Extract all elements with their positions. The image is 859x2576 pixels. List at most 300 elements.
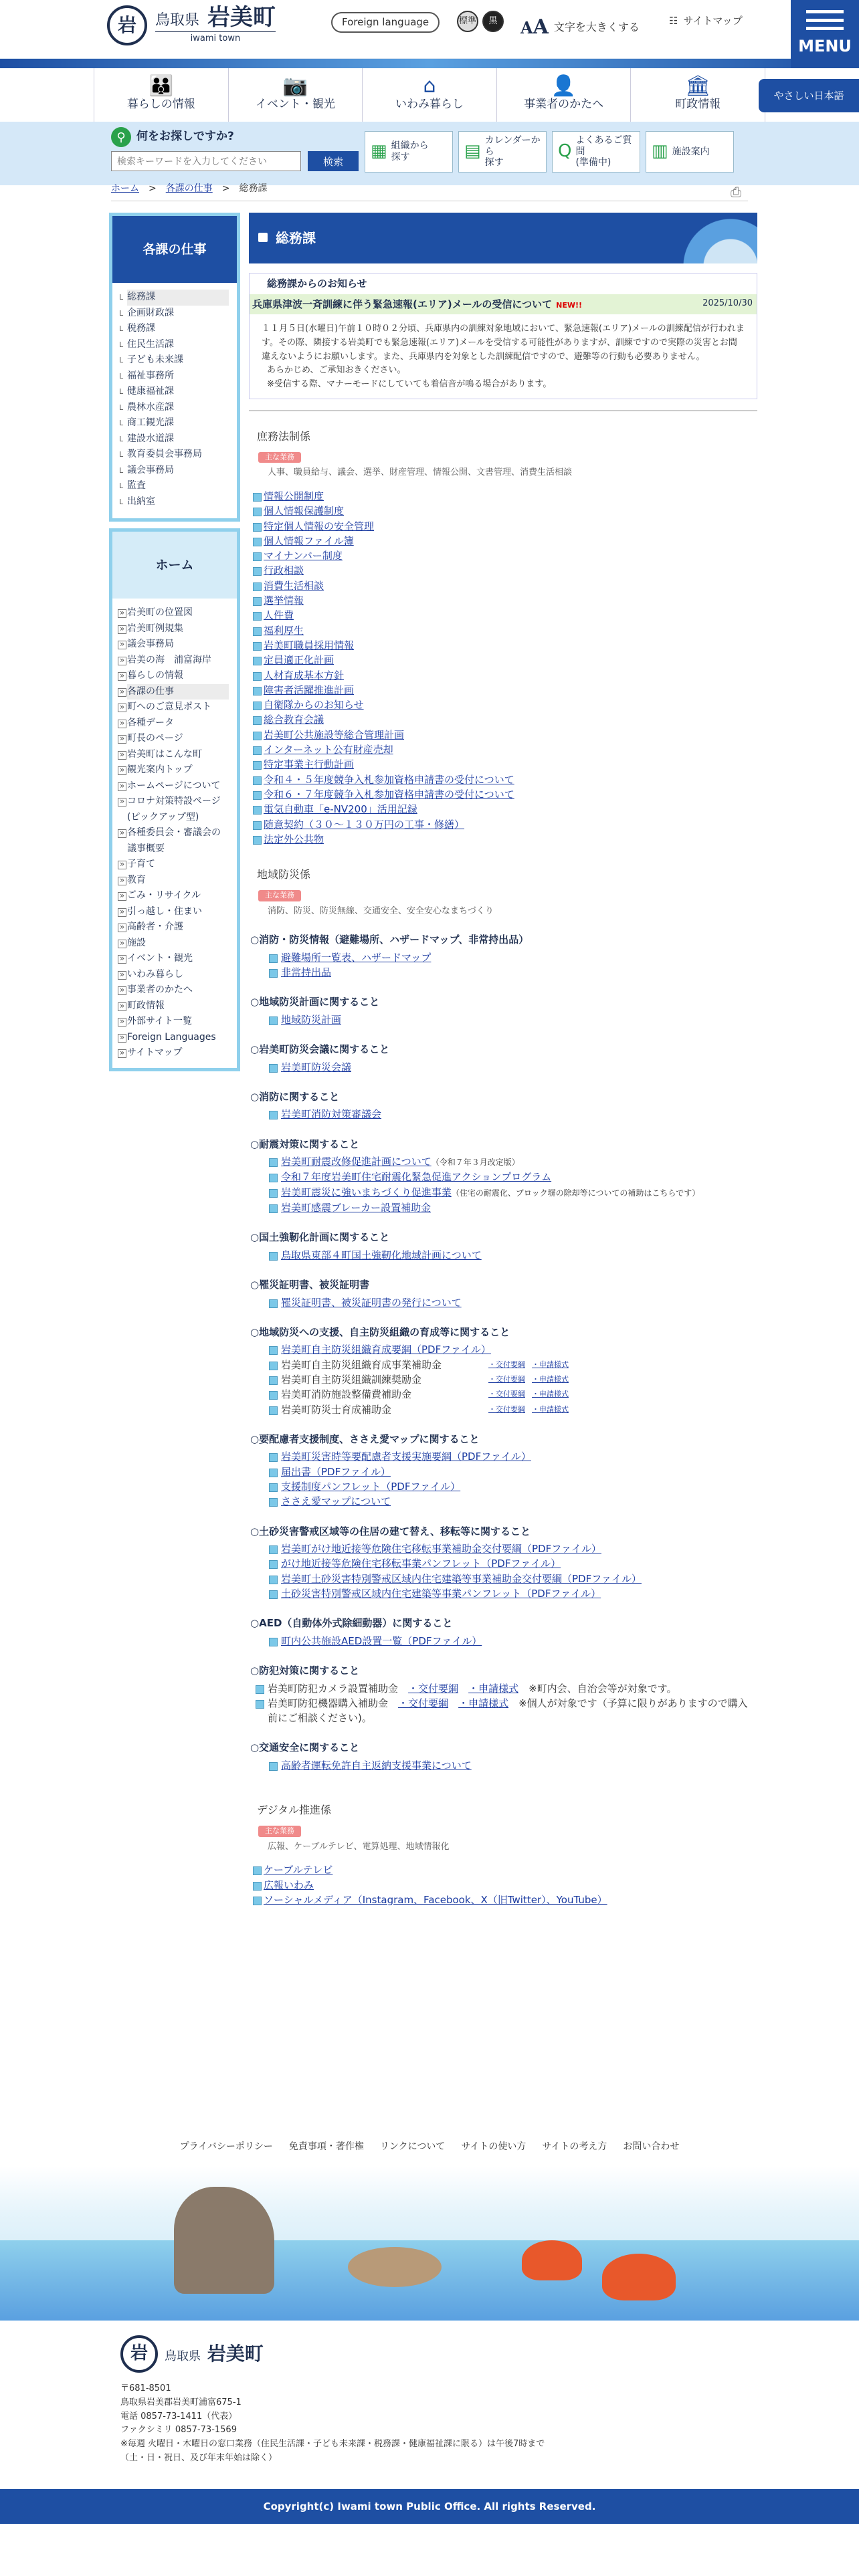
qa-icon: Q (558, 141, 572, 162)
breadcrumb-separator: > (221, 183, 230, 194)
list-item (252, 593, 757, 608)
sitemap-icon: ☷ (669, 15, 678, 27)
list-item (269, 1170, 757, 1184)
nav-business[interactable] (496, 68, 631, 122)
link-note: （令和７年３月改定版） (431, 1158, 520, 1168)
qbtn-line1: カレンダーから (484, 134, 541, 157)
notice-paragraph: ※受信する際、マナーモードにしていても着信音が鳴る場合があります。 (267, 379, 552, 390)
sidebar-item[interactable]: » 高齢者・介護 (127, 920, 229, 936)
sidebar-item[interactable]: » 各種データ (127, 716, 229, 732)
main-duties-tag: 主な業務 (258, 1826, 301, 1837)
sitemap-link[interactable] (669, 13, 743, 29)
building-icon: 🏛 (685, 74, 711, 98)
notice-body (250, 314, 757, 399)
list-item (269, 1060, 757, 1075)
wave-decoration-icon (650, 213, 757, 263)
subsection-title: ○ 耐震対策に関すること (250, 1137, 757, 1152)
subsection-links (269, 1107, 757, 1121)
list-item (269, 1634, 757, 1648)
search-by-organization-button[interactable] (365, 131, 453, 173)
link[interactable]: 避難場所一覧表、ハザードマップ (281, 951, 432, 964)
link[interactable]: 福利厚生 (264, 624, 304, 637)
section-desc-general: 人事、職員給与、議会、選挙、財産管理、情報公開、文書管理、消費生活相談 (268, 467, 573, 478)
crab-illustration (522, 2240, 582, 2280)
subsection-title: ○ AED（自動体外式除細動器）に関すること (250, 1616, 757, 1631)
link[interactable]: 令和７年度岩美町住宅耐震化緊急促進アクションプログラム (281, 1171, 552, 1184)
site-header (0, 0, 859, 59)
color-black-button[interactable]: 黒 (482, 11, 504, 32)
footer-link[interactable]: サイトの考え方 (542, 2141, 607, 2152)
application-form-link[interactable]: ・申請様式 (532, 1404, 569, 1414)
link[interactable]: 岩美町職員採用情報 (264, 639, 355, 651)
list-item (252, 534, 757, 548)
list-item (269, 1012, 757, 1027)
link[interactable]: 土砂災害特別警戒区域内住宅建築等事業パンフレット（PDFファイル） (281, 1587, 601, 1600)
list-item (269, 1586, 757, 1601)
rock-illustration (174, 2187, 274, 2294)
sidebar-item[interactable]: L 出納室 (127, 494, 229, 510)
sidebar-item[interactable]: » 暮らしの情報 (127, 668, 229, 684)
sitemap-label: サイトマップ (683, 15, 743, 27)
general-links (252, 489, 757, 847)
link[interactable]: 岩美町震災に強いまちづくり促進事業 (281, 1186, 452, 1198)
subsection-title: ○ 消防・防災情報（避難場所、ハザードマップ、非常持出品） (250, 932, 757, 948)
list-item (252, 489, 757, 504)
sidebar-item[interactable]: » 議会事務局 (127, 637, 229, 653)
link[interactable]: 特定個人情報の安全管理 (264, 520, 375, 532)
link[interactable]: がけ地近接等危険住宅移転事業パンフレット（PDFファイル） (281, 1558, 561, 1570)
link[interactable]: 随意契約（３０～１３０万円の工事・修繕） (264, 818, 465, 831)
link[interactable]: 鳥取県東部４町国土強靭化地域計画について (281, 1249, 482, 1261)
sidebar-item[interactable]: » 岩美町の位置図 (127, 605, 229, 621)
item-name: 岩美町消防施設整備費補助金 (281, 1388, 412, 1401)
list-item (269, 1479, 757, 1494)
home-icon: ⌂ (423, 74, 436, 98)
list-item (252, 1878, 757, 1893)
notice-paragraph: あらかじめ、ご承知おきください。 (267, 365, 406, 376)
subsection-links (269, 1012, 757, 1027)
sidebar-item[interactable]: » 事業者のかたへ (127, 982, 229, 998)
link[interactable]: 令和６・７年度競争入札参加資格申請書の受付について (264, 788, 514, 800)
qbtn-line2: 探す (484, 157, 504, 169)
application-form-link[interactable]: ・申請様式 (458, 1697, 509, 1709)
list-item (269, 1200, 757, 1215)
footer-logo (120, 2335, 545, 2373)
easy-japanese-button[interactable]: やさしい日本語 (759, 79, 859, 112)
subsection-links (269, 1295, 757, 1310)
search-question (111, 127, 234, 147)
list-item (252, 817, 757, 832)
item-note: ※個人が対象です（予算に限りがありますので購入前にご相談ください)。 (268, 1697, 748, 1725)
sidebar-item[interactable]: L 子ども未来課 (127, 352, 229, 368)
nav-iwami-life[interactable] (362, 68, 496, 122)
quick-search-buttons (365, 131, 734, 173)
link[interactable]: 法定外公共物 (264, 833, 324, 845)
sidebar-item[interactable]: » ごみ・リサイクル (127, 888, 229, 904)
footer-hours-note: （土・日・祝日、及び年末年始は除く） (120, 2452, 278, 2463)
link[interactable]: 消費生活相談 (264, 579, 324, 592)
section-title-digital: デジタル推進係 (257, 1804, 332, 1817)
breadcrumb-separator: > (149, 183, 157, 194)
link[interactable]: 電気自動車「e-NV200」活用記録 (264, 803, 417, 816)
subsection-links (269, 1060, 757, 1075)
sidebar-item[interactable]: L 住民生活課 (127, 337, 229, 353)
magnifier-icon: ⚲ (111, 127, 131, 147)
item-name: 岩美町自主防災組織育成事業補助金 (281, 1358, 442, 1371)
subsection-links (269, 950, 757, 980)
footer-link[interactable]: 免責事項・著作権 (288, 2141, 364, 2152)
subsection-links (269, 1342, 757, 1416)
list-item (269, 1358, 757, 1372)
link[interactable]: 選挙情報 (264, 595, 304, 607)
list-item (269, 1402, 757, 1417)
copyright: Copyright(c) Iwami town Public Office. All rights Reserved. (0, 2489, 859, 2524)
sidebar-item[interactable]: L 建設水道課 (127, 431, 229, 447)
subsection-title: ○ 地域防災への支援、自主防災組織の育成等に関すること (250, 1325, 757, 1340)
item-name: 岩美町防犯機器購入補助金 (268, 1697, 389, 1709)
camera-icon: 📷 (282, 74, 308, 98)
link[interactable]: 特定事業主行動計画 (264, 758, 355, 771)
sidebar-departments-title: 各課の仕事 (112, 216, 237, 283)
list-item (256, 1681, 757, 1696)
main-duties-tag: 主な業務 (258, 452, 301, 463)
sidebar-item[interactable]: » コロナ対策特設ページ(ピックアップ型) (127, 794, 229, 825)
list-item (269, 1572, 757, 1586)
subsection-links (256, 1681, 757, 1726)
link[interactable]: 町内公共施設AED設置一覧（PDFファイル） (281, 1634, 482, 1647)
link[interactable]: 届出書（PDFファイル） (281, 1465, 391, 1478)
list-item (252, 1862, 757, 1877)
faq-button[interactable] (552, 131, 640, 173)
qbtn-line1: よくあるご質問 (575, 134, 632, 157)
section-desc-disaster: 消防、防災、防災無線、交通安全、安全安心なまちづくり (268, 905, 494, 916)
sidebar-item[interactable]: L 教育委員会事務局 (127, 447, 229, 463)
sidebar-item[interactable]: » 引っ越し・住まい (127, 904, 229, 920)
nav-label: 暮らしの情報 (126, 98, 195, 112)
footer-link[interactable]: サイトの使い方 (461, 2141, 527, 2152)
town-emblem-icon: 岩 (107, 5, 147, 45)
sidebar-item[interactable]: » いわみ暮らし (127, 967, 229, 983)
list-item (256, 1696, 757, 1726)
header-wave-strip (0, 59, 859, 68)
site-logo[interactable] (107, 5, 276, 45)
grant-guideline-link[interactable]: ・交付要綱 (488, 1374, 525, 1384)
link[interactable]: 岩美町防災会議 (281, 1061, 352, 1073)
list-item (269, 950, 757, 965)
link[interactable]: 岩美町がけ地近接等危険住宅移転事業補助金交付要綱（PDFファイル） (281, 1543, 601, 1555)
application-form-link[interactable]: ・申請様式 (532, 1360, 569, 1369)
item-name: 岩美町自主防災組織訓練奨励金 (281, 1373, 422, 1386)
logo-subtitle: iwami town (155, 31, 276, 45)
item-name: 岩美町防犯カメラ設置補助金 (268, 1682, 399, 1695)
link[interactable]: 岩美町耐震改修促進計画について (281, 1156, 432, 1168)
print-icon[interactable]: ⎙ (731, 184, 741, 200)
sidebar-item[interactable]: » イベント・観光 (127, 951, 229, 967)
grant-guideline-link[interactable]: ・交付要綱 (488, 1360, 525, 1369)
sidebar-item[interactable]: » 岩美町例規集 (127, 621, 229, 637)
link[interactable]: 定員適正化計画 (264, 654, 335, 667)
nav-events[interactable] (228, 68, 363, 122)
list-item (252, 608, 757, 623)
people-icon: 👪 (149, 74, 174, 98)
subsection-title: ○ 防犯対策に関すること (250, 1663, 757, 1679)
sidebar-item[interactable]: » 町へのご意見ポスト (127, 700, 229, 716)
main-duties-tag: 主な業務 (258, 890, 301, 901)
flounder-illustration (348, 2247, 442, 2287)
link[interactable]: 支援制度パンフレット（PDFファイル） (281, 1480, 461, 1493)
sidebar-item[interactable]: L 健康福祉課 (127, 384, 229, 400)
subsection-links (269, 1449, 757, 1509)
list-item (252, 683, 757, 697)
sidebar-item[interactable]: L 議会事務局 (127, 463, 229, 479)
list-item (269, 1107, 757, 1121)
notice-item[interactable] (250, 294, 757, 315)
grant-guideline-link[interactable]: ・交付要綱 (488, 1390, 525, 1399)
sidebar-item[interactable]: » ホームページについて (127, 778, 229, 794)
sidebar-item[interactable]: » 各種委員会・審議会の議事概要 (127, 825, 229, 857)
color-standard-button[interactable]: 標準 (457, 11, 478, 32)
section-title-disaster: 地域防災係 (257, 868, 311, 881)
link[interactable]: ソーシャルメディア（Instagram、Facebook、X（旧Twitter）、YouTube） (264, 1893, 607, 1906)
list-item (269, 1556, 757, 1571)
sidebar-home (109, 528, 240, 1071)
subsection-title: ○ 交通安全に関すること (250, 1740, 757, 1755)
nav-label: イベント・観光 (255, 98, 335, 112)
footer-links (0, 2140, 859, 2154)
digital-links (252, 1862, 757, 1907)
notice-heading: 総務課からのお知らせ (267, 278, 367, 290)
subsection-title: ○ 国土強靭化計画に関すること (250, 1230, 757, 1245)
breadcrumb-sections[interactable]: 各課の仕事 (165, 183, 213, 194)
sidebar-item[interactable]: L 総務課 (127, 290, 229, 306)
sidebar-item[interactable]: L 税務課 (127, 321, 229, 337)
link[interactable]: 高齢者運転免許自主返納支援事業について (281, 1759, 472, 1772)
link[interactable]: 非常持出品 (281, 966, 332, 978)
footer-postal: 〒681-8501 (120, 2383, 171, 2393)
link[interactable]: 情報公開制度 (264, 490, 324, 502)
breadcrumb-home[interactable]: ホーム (111, 183, 139, 194)
list-item (252, 519, 757, 534)
list-item (269, 1185, 757, 1200)
link[interactable]: ささえ愛マップについて (281, 1495, 391, 1508)
sidebar-item[interactable]: » 外部サイト一覧 (127, 1014, 229, 1030)
footer-illustration (0, 2167, 859, 2321)
list-item (269, 1541, 757, 1556)
sidebar-item[interactable]: » 町長のページ (127, 731, 229, 747)
footer-tel: 電話 0857-73-1411（代表） (120, 2411, 237, 2422)
town-emblem-icon: 岩 (120, 2335, 158, 2373)
sidebar-item[interactable]: L 商工観光課 (127, 415, 229, 431)
application-form-link[interactable]: ・申請様式 (468, 1682, 519, 1695)
grant-guideline-link[interactable]: ・交付要綱 (408, 1682, 459, 1695)
subsection-links (269, 1154, 757, 1215)
subsection-title: ○ 地域防災計画に関すること (250, 994, 757, 1010)
sidebar-item[interactable]: L 福祉事務所 (127, 368, 229, 385)
menu-label: MENU (798, 37, 852, 56)
item-name: 岩美町防災士育成補助金 (281, 1403, 392, 1416)
font-size-label: 文字を大きくする (553, 20, 640, 33)
crab-illustration (602, 2254, 676, 2300)
main-content (249, 213, 757, 1907)
calendar-icon: ▤ (464, 141, 481, 162)
subsection-links (269, 1541, 757, 1601)
list-item (252, 668, 757, 683)
search-input[interactable] (111, 151, 301, 171)
link[interactable]: 岩美町自主防災組織育成要綱（PDFファイル） (281, 1344, 491, 1356)
organization-icon: ▦ (371, 141, 387, 162)
qbtn-line1: 施設案内 (672, 146, 710, 157)
link-note: （住宅の耐震化、ブロック塀の除却等についての補助はこちらです） (451, 1188, 700, 1198)
list-item (269, 1248, 757, 1263)
subsection-links (269, 1758, 757, 1773)
footer-link[interactable]: リンクについて (379, 2141, 446, 2152)
qbtn-line2: (準備中) (575, 157, 611, 169)
list-item (252, 697, 757, 712)
font-size-button[interactable] (520, 12, 640, 42)
footer-link[interactable]: お問い合わせ (623, 2141, 680, 2152)
grant-guideline-link[interactable]: ・交付要綱 (488, 1404, 525, 1414)
application-form-link[interactable]: ・申請様式 (532, 1390, 569, 1399)
page-title: 総務課 (276, 230, 316, 246)
footer-fax: ファクシミリ 0857-73-1569 (120, 2425, 237, 2436)
link[interactable]: 総合教育会議 (264, 714, 324, 726)
nav-label: 事業者のかたへ (524, 98, 604, 112)
list-item (252, 712, 757, 727)
list-item (269, 1372, 757, 1387)
qbtn-line2: 探す (391, 152, 410, 163)
list-item (252, 653, 757, 667)
breadcrumb (111, 182, 267, 196)
sidebar-item[interactable]: » 教育 (127, 873, 229, 889)
notice-paragraph: １１月５日(水曜日)午前１０時０２分頃、兵庫県内の訓練対象地域において、緊急速報(エリア)メールの訓練配信が行われます。その際、隣接する岩美町でも緊急速報(エリア)メールを受信する可能性がありますが、訓練ですので実際の災害とお間違えないようにお願いします。また、兵庫県内を対象とした訓練配信ですので、避難等の行動も必要ありません。 (262, 324, 745, 362)
color-switcher (457, 11, 504, 32)
breadcrumb-current: 総務課 (239, 183, 268, 194)
new-badge: NEW!! (556, 300, 583, 310)
search-question-text: 何をお探しですか? (136, 130, 234, 144)
list-item (252, 728, 757, 742)
subsection-links (269, 1634, 757, 1648)
section-desc-digital: 広報、ケーブルテレビ、電算処理、地域情報化 (268, 1841, 450, 1852)
link[interactable]: 人件費 (264, 609, 294, 622)
link[interactable]: 自衛隊からのお知らせ (264, 699, 364, 712)
list-item (252, 832, 757, 847)
page-title-bar (249, 213, 757, 263)
link[interactable]: 岩美町土砂災害特別警戒区域内住宅建築等事業補助金交付要綱（PDFファイル） (281, 1572, 642, 1585)
subsection-links (269, 1248, 757, 1263)
notice-date: 2025/10/30 (702, 298, 753, 308)
link[interactable]: 個人情報保護制度 (264, 505, 345, 518)
footer-logo-title: 鳥取県 岩美町 (165, 2342, 264, 2365)
search-by-calendar-button[interactable] (458, 131, 547, 173)
sidebar-item[interactable]: » サイトマップ (127, 1045, 229, 1061)
footer-link[interactable]: プライバシーポリシー (179, 2141, 273, 2152)
link[interactable]: ケーブルテレビ (264, 1864, 333, 1876)
footer-hours: ※毎週 火曜日・木曜日の窓口業務（住民生活課・子ども未来課・税務課・健康福祉課に限る）は午後7時まで (120, 2439, 545, 2450)
nav-town-info[interactable] (630, 68, 765, 122)
link[interactable]: 障害者活躍推進計画 (264, 683, 355, 696)
sidebar-item[interactable]: » Foreign Languages (127, 1030, 229, 1046)
nav-label: 町政情報 (675, 98, 721, 112)
link[interactable]: 岩美町感震ブレーカー設置補助金 (281, 1201, 432, 1214)
link[interactable]: 地域防災計画 (281, 1013, 342, 1026)
sidebar-item[interactable]: » 観光案内トップ (127, 762, 229, 778)
list-item (252, 802, 757, 817)
list-item (269, 1154, 757, 1170)
sidebar-item[interactable]: » 各課の仕事 (127, 684, 229, 700)
list-item (269, 1494, 757, 1509)
sidebar-item[interactable]: L 企画財政課 (127, 306, 229, 322)
list-item (269, 1295, 757, 1310)
logo-title: 鳥取県 岩美町 (155, 4, 276, 31)
link[interactable]: マイナンバー制度 (264, 550, 343, 562)
item-note: ※町内会、自治会等が対象です。 (529, 1682, 677, 1695)
application-form-link[interactable]: ・申請様式 (532, 1374, 569, 1384)
list-item (269, 1758, 757, 1773)
subsection-title: ○ 消防に関すること (250, 1089, 757, 1105)
hamburger-icon (806, 10, 844, 30)
sidebar-departments (109, 213, 240, 522)
qbtn-line1: 組織から (391, 140, 429, 152)
sidebar-item[interactable]: » 岩美の海 浦富海岸 (127, 653, 229, 669)
list-item (252, 548, 757, 563)
notice-box (249, 273, 757, 399)
list-item (252, 787, 757, 802)
divider (249, 410, 757, 411)
nav-label: いわみ暮らし (395, 98, 464, 112)
link[interactable]: 人材育成基本方針 (264, 669, 345, 681)
list-item (269, 965, 757, 980)
nav-living[interactable] (94, 68, 228, 122)
search-band (0, 122, 859, 185)
list-item (252, 742, 757, 757)
list-item (252, 1893, 757, 1907)
sidebar-home-title: ホーム (112, 532, 237, 599)
search-button[interactable]: 検索 (308, 151, 359, 171)
notice-title: 兵庫県津波一斉訓練に伴う緊急速報(エリア)メールの受信について (252, 298, 553, 310)
link[interactable]: 罹災証明書、被災証明書の発行について (281, 1296, 462, 1309)
list-item (269, 1342, 757, 1357)
foreign-language-button[interactable]: Foreign language (331, 12, 440, 33)
list-item (252, 757, 757, 772)
link[interactable]: 行政相談 (264, 564, 304, 577)
sidebar-item[interactable]: » 町政情報 (127, 998, 229, 1014)
sidebar-item[interactable]: » 子育て (127, 857, 229, 873)
facility-guide-button[interactable] (646, 131, 734, 173)
link[interactable]: 令和４・５年度競争入札参加資格申請書の受付について (264, 773, 514, 786)
list-item (252, 623, 757, 638)
section-title-general: 庶務法制係 (257, 429, 311, 443)
font-size-icon: AA (520, 15, 549, 39)
link[interactable]: 個人情報ファイル簿 (264, 534, 354, 547)
link[interactable]: インターネット公有財産売却 (264, 744, 393, 756)
sidebar-item[interactable]: L 農林水産課 (127, 400, 229, 416)
list-item (252, 563, 757, 578)
list-item (269, 1465, 757, 1479)
sidebar-item[interactable]: » 岩美町はこんな町 (127, 747, 229, 763)
list-item (252, 578, 757, 593)
link[interactable]: 岩美町公共施設等総合管理計画 (264, 728, 405, 741)
menu-button[interactable] (791, 0, 859, 68)
link[interactable]: 広報いわみ (264, 1879, 314, 1891)
list-item (269, 1387, 757, 1402)
link[interactable]: 岩美町消防対策審議会 (281, 1108, 382, 1121)
sidebar-item[interactable]: » 施設 (127, 936, 229, 952)
subsection-title: ○ 土砂災害警戒区域等の住居の建て替え、移転等に関すること (250, 1524, 757, 1539)
footer-info (120, 2335, 545, 2466)
sidebar-item[interactable]: L 監査 (127, 478, 229, 494)
grant-guideline-link[interactable]: ・交付要綱 (398, 1697, 449, 1709)
link[interactable]: 岩美町災害時等要配慮者支援実施要綱（PDFファイル） (281, 1451, 531, 1463)
